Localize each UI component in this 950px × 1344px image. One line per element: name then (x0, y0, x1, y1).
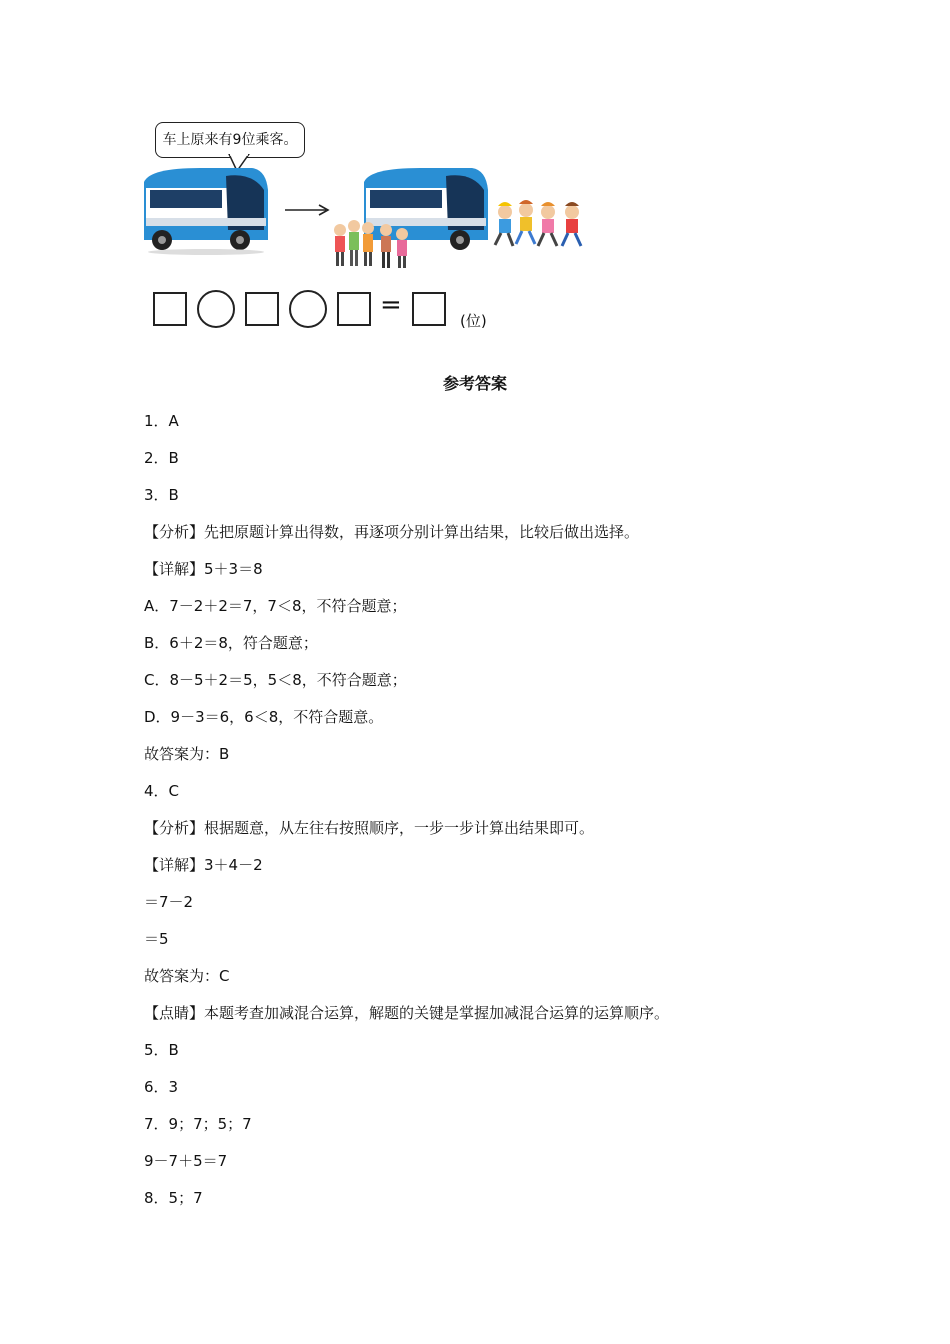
operator-circle-2[interactable] (289, 290, 327, 328)
bus-left-image (144, 168, 268, 255)
answer-line: 6．3 (144, 1078, 179, 1096)
answer-line: 【分析】根据题意，从左往右按照顺序，一步一步计算出结果即可。 (144, 819, 595, 837)
bus-illustration (140, 160, 600, 275)
arrow-icon (285, 205, 328, 215)
answer-line: 3．B (144, 486, 179, 504)
answer-line: 7．9；7；5；7 (144, 1115, 252, 1133)
answer-line: 8．5；7 (144, 1189, 203, 1207)
answer-line: 4．C (144, 782, 180, 800)
answer-box-result[interactable] (412, 292, 446, 326)
children-running-image (495, 200, 581, 246)
answer-line: 故答案为：B (144, 745, 230, 763)
answer-line: 5．B (144, 1041, 179, 1059)
answer-line: 1．A (144, 412, 179, 430)
answer-line: D．9－3＝6，6＜8，不符合题意。 (144, 708, 384, 726)
answer-line: 2．B (144, 449, 179, 467)
equals-sign: = (380, 290, 402, 320)
answer-line: B．6＋2＝8，符合题意； (144, 634, 318, 652)
answer-line: A．7－2＋2＝7，7＜8，不符合题意； (144, 597, 407, 615)
answer-box-1[interactable] (153, 292, 187, 326)
answer-lines (144, 403, 844, 1217)
answer-heading: 参考答案 (442, 374, 507, 393)
answer-line: 【分析】先把原题计算出得数，再逐项分别计算出结果，比较后做出选择。 (144, 523, 640, 541)
bubble-text: 车上原来有9位乘客。 (162, 132, 298, 148)
answer-line: 【详解】3＋4－2 (144, 856, 263, 874)
answer-box-2[interactable] (245, 292, 279, 326)
answer-line: 9－7＋5＝7 (144, 1152, 228, 1170)
answer-line: ＝7－2 (144, 893, 194, 911)
unit-label: (位) (460, 312, 487, 330)
operator-circle-1[interactable] (197, 290, 235, 328)
answer-line: ＝5 (144, 930, 169, 948)
answer-line: 【详解】5＋3＝8 (144, 560, 263, 578)
speech-bubble (155, 122, 305, 158)
answer-line: 故答案为：C (144, 967, 230, 985)
answer-box-3[interactable] (337, 292, 371, 326)
equation-row (153, 288, 553, 332)
answer-line: C．8－5＋2＝5，5＜8，不符合题意； (144, 671, 407, 689)
answer-line: 【点睛】本题考查加减混合运算，解题的关键是掌握加减混合运算的运算顺序。 (144, 1004, 670, 1022)
